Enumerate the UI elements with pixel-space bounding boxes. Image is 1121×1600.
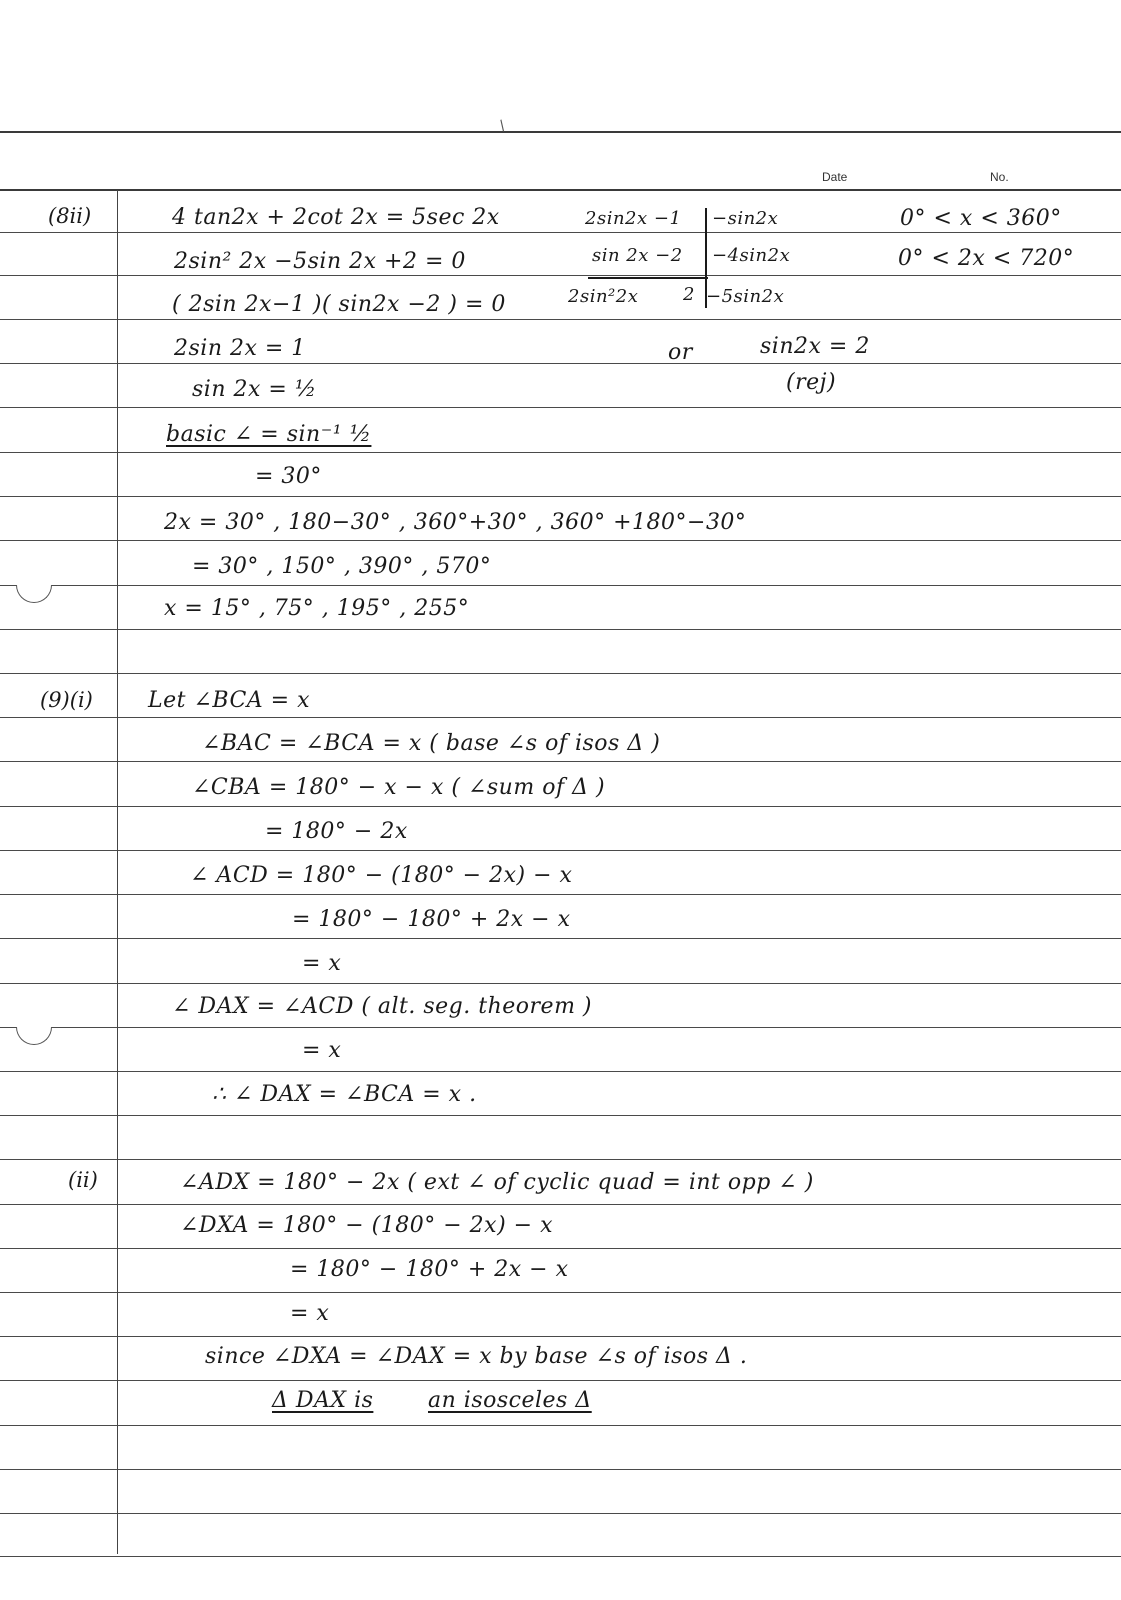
- proof-line: = x: [302, 1038, 342, 1063]
- equation-line: sin 2x = ½: [192, 377, 317, 402]
- top-rule: [0, 131, 1121, 133]
- question-label-8ii: (8ii): [48, 204, 92, 228]
- alt-solution: sin2x = 2: [760, 334, 870, 359]
- ruled-line: [0, 1248, 1121, 1249]
- proof-conclusion: Δ DAX is: [272, 1388, 374, 1413]
- proof-conclusion: ∴ ∠ DAX = ∠BCA = x .: [212, 1082, 477, 1107]
- ruled-line: [0, 232, 1121, 233]
- or-label: or: [668, 340, 693, 365]
- question-label-9i: (9)(i): [40, 688, 93, 712]
- ruled-line: [0, 983, 1121, 984]
- proof-line: = x: [290, 1301, 330, 1326]
- scratch-work: 2: [683, 284, 695, 305]
- ruled-line: [0, 673, 1121, 674]
- proof-line: = 180° − 180° + 2x − x: [290, 1257, 569, 1282]
- proof-line: ∠BAC = ∠BCA = x ( base ∠s of isos Δ ): [202, 731, 661, 756]
- proof-line: since ∠DXA = ∠DAX = x by base ∠s of isos Δ .: [205, 1344, 748, 1369]
- equation-line: x = 15° , 75° , 195° , 255°: [164, 596, 470, 621]
- equation-line: 2sin² 2x −5sin 2x +2 = 0: [174, 249, 466, 274]
- equation-line: ( 2sin 2x−1 )( sin2x −2 ) = 0: [172, 292, 506, 317]
- ruled-line: [0, 319, 1121, 320]
- ruled-line: [0, 585, 1121, 586]
- ruled-line: [0, 629, 1121, 630]
- number-label: No.: [990, 170, 1009, 184]
- ruled-line: [0, 496, 1121, 497]
- ruled-line: [0, 1115, 1121, 1116]
- ruled-line: [0, 1425, 1121, 1426]
- ruled-line: [0, 894, 1121, 895]
- ruled-line: [0, 452, 1121, 453]
- scratch-work: 2sin2x −1: [585, 208, 682, 229]
- proof-line: Let ∠BCA = x: [148, 688, 311, 713]
- equation-line: basic ∠ = sin⁻¹ ½: [166, 422, 372, 447]
- ruled-line: [0, 1071, 1121, 1072]
- scratch-work: −5sin2x: [706, 286, 785, 307]
- proof-line: ∠ DAX = ∠ACD ( alt. seg. theorem ): [172, 994, 593, 1019]
- ruled-line: [0, 1292, 1121, 1293]
- scratch-work: sin 2x −2: [592, 245, 683, 266]
- proof-line: ∠CBA = 180° − x − x ( ∠sum of Δ ): [192, 775, 606, 800]
- equation-line: 4 tan2x + 2cot 2x = 5sec 2x: [172, 205, 500, 230]
- ruled-line: [0, 1380, 1121, 1381]
- binder-hole: [16, 585, 52, 603]
- ruled-line: [0, 1556, 1121, 1557]
- ruled-line: [0, 1469, 1121, 1470]
- ruled-line: [0, 1204, 1121, 1205]
- proof-line: = x: [302, 951, 342, 976]
- ruled-line: [0, 275, 1121, 276]
- pen-mark: ∕: [496, 117, 509, 135]
- ruled-line: [0, 540, 1121, 541]
- proof-conclusion: an isosceles Δ: [428, 1388, 592, 1413]
- proof-line: ∠ ACD = 180° − (180° − 2x) − x: [190, 863, 573, 888]
- scratch-work: 2sin²2x: [568, 286, 639, 307]
- binder-hole: [16, 1027, 52, 1045]
- domain-range: 0° < x < 360°: [900, 206, 1062, 231]
- domain-range: 0° < 2x < 720°: [898, 246, 1075, 271]
- scratch-divider: [705, 208, 707, 308]
- ruled-line: [0, 363, 1121, 364]
- proof-line: ∠ADX = 180° − 2x ( ext ∠ of cyclic quad = int opp ∠ ): [180, 1170, 814, 1195]
- ruled-line: [0, 1336, 1121, 1337]
- equation-line: = 30°: [255, 464, 322, 489]
- proof-line: ∠DXA = 180° − (180° − 2x) − x: [180, 1213, 553, 1238]
- scratch-work: −sin2x: [712, 208, 779, 229]
- proof-line: = 180° − 2x: [265, 819, 408, 844]
- ruled-line: [0, 1159, 1121, 1160]
- ruled-line: [0, 761, 1121, 762]
- ruled-line: [0, 938, 1121, 939]
- equation-line: 2x = 30° , 180−30° , 360°+30° , 360° +180°−30°: [164, 510, 747, 535]
- ruled-line: [0, 850, 1121, 851]
- scratch-work: −4sin2x: [712, 245, 791, 266]
- equation-line: 2sin 2x = 1: [174, 336, 306, 361]
- date-label: Date: [822, 170, 848, 184]
- ruled-line: [0, 1027, 1121, 1028]
- scratch-sum-line: [588, 277, 708, 279]
- question-label-9ii: (ii): [68, 1168, 98, 1192]
- margin-line: [117, 190, 118, 1554]
- ruled-line: [0, 806, 1121, 807]
- ruled-line: [0, 1513, 1121, 1514]
- ruled-line: [0, 407, 1121, 408]
- header-rule: [0, 189, 1121, 191]
- equation-line: = 30° , 150° , 390° , 570°: [192, 554, 492, 579]
- proof-line: = 180° − 180° + 2x − x: [292, 907, 571, 932]
- rejected-note: (rej): [786, 370, 837, 395]
- ruled-line: [0, 717, 1121, 718]
